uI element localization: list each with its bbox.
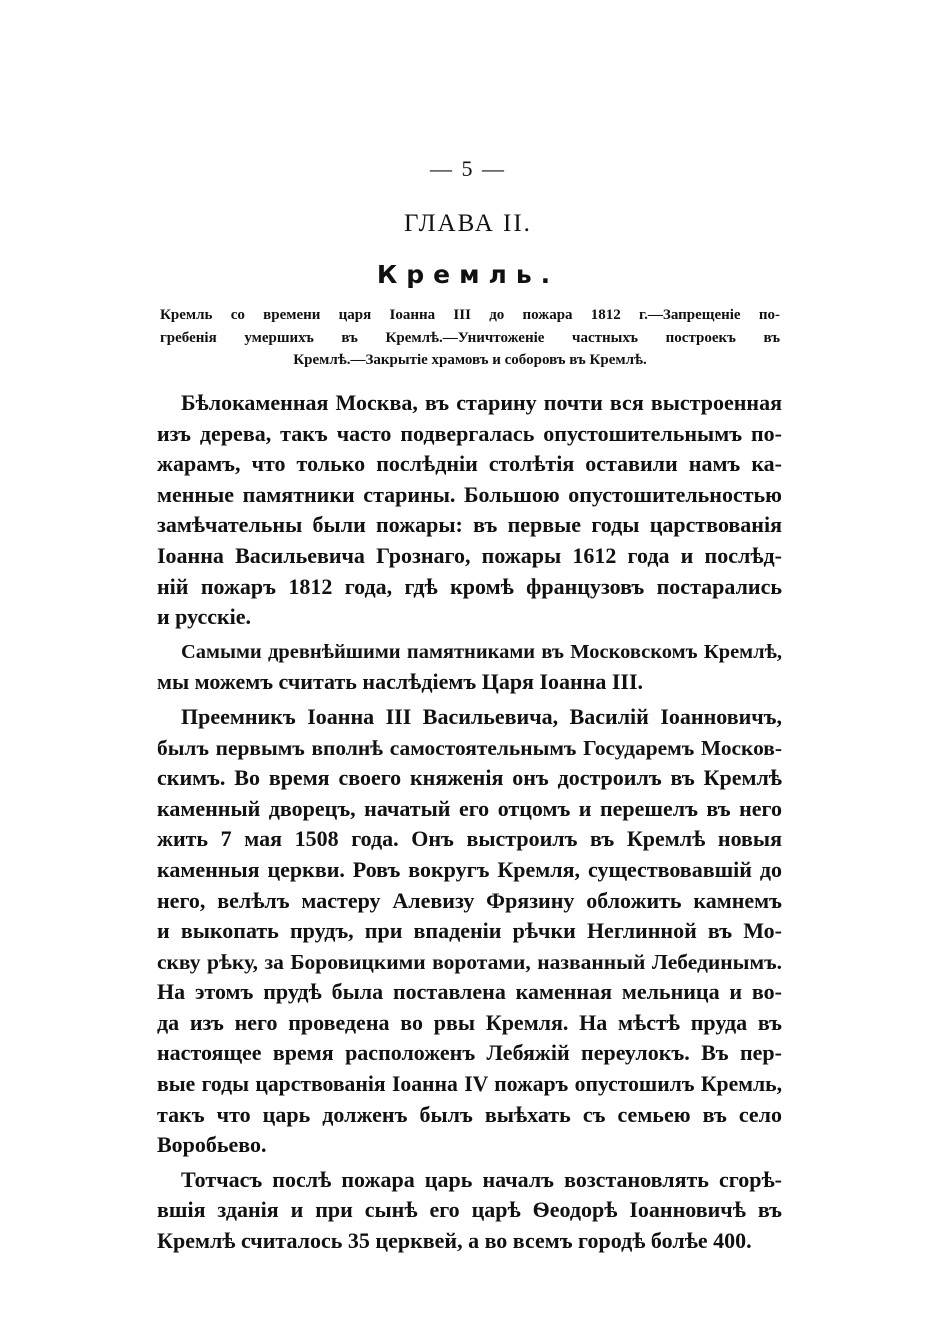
text-line: Тотчасъ послѣ пожара царь началъ возстановлять сгорѣ-	[181, 1166, 782, 1192]
text-line: скимъ. Во время своего княженія онъ достроилъ въ Кремлѣ	[157, 765, 782, 791]
text-line: менные памятники старины. Большою опустошительностью	[157, 481, 782, 507]
text-line: настоящее время расположенъ Лебяжій переулокъ. Въ пер-	[157, 1040, 782, 1066]
text-line: мы можемъ считать наслѣдіемъ Царя Іоанна III.	[157, 669, 644, 695]
text-line: былъ первымъ вполнѣ самостоятельнымъ Государемъ Москов-	[157, 735, 782, 760]
chapter-title: Кремль.	[376, 260, 560, 289]
paragraph	[157, 637, 782, 698]
text-line: такъ что царь долженъ былъ выѣхать съ семьею въ село	[157, 1101, 782, 1127]
text-line: жить 7 мая 1508 года. Онъ выстроилъ въ Кремлѣ новыя	[157, 826, 782, 852]
page-number: — 5 —	[430, 156, 506, 181]
paragraph	[157, 388, 782, 633]
text-line: замѣчательны были пожары: въ первые годы царствованія	[157, 512, 782, 538]
text-line: Преемникъ Іоанна III Васильевича, Василій Іоанновичъ,	[181, 703, 782, 729]
text-line: каменныя церкви. Ровъ вокругъ Кремля, существовавшій до	[157, 856, 782, 882]
text-line: Самыми древнѣйшими памятниками въ Московскомъ Кремлѣ,	[181, 640, 782, 663]
summary-line: Кремль со времени царя Іоанна III до пожара 1812 г.—Запрещеніе по-	[160, 307, 780, 323]
summary-line: гребенія умершихъ въ Кремлѣ.—Уничтоженіе частныхъ построекъ въ	[160, 329, 780, 346]
paragraph	[157, 1165, 782, 1257]
text-line: вые годы царствованія Іоанна IV пожаръ опустошилъ Кремль,	[157, 1072, 782, 1097]
chapter-heading: ГЛАВА II.	[404, 210, 532, 237]
text-line: каменный дворецъ, начатый его отцомъ и перешелъ въ него	[157, 795, 782, 821]
text-line: и русскіе.	[157, 604, 252, 630]
chapter-summary	[160, 304, 780, 372]
text-line: На этомъ прудѣ была поставлена каменная мельница и во-	[157, 979, 782, 1005]
text-line: Іоанна Васильевича Грознаго, пожары 1612 года и послѣд-	[157, 542, 782, 568]
text-line: скву рѣку, за Боровицкими воротами, названный Лебединымъ.	[157, 949, 782, 974]
text-line: и выкопать прудъ, при впаденіи рѣчки Неглинной въ Мо-	[157, 918, 782, 944]
text-line: жарамъ, что только послѣдніи столѣтія оставили намъ ка-	[157, 451, 782, 477]
text-line: ній пожаръ 1812 года, гдѣ кромѣ французовъ постарались	[157, 573, 782, 599]
text-line: вшія зданія и при сынѣ его царѣ Ѳеодорѣ Іоанновичѣ въ	[157, 1197, 782, 1223]
paragraph	[157, 702, 782, 1161]
text-line: Бѣлокаменная Москва, въ старину почти вся выстроенная	[181, 390, 782, 415]
text-line: да изъ него проведена во рвы Кремля. На мѣстѣ пруда въ	[157, 1009, 782, 1035]
summary-line: Кремлѣ.—Закрытіе храмовъ и соборовъ въ Кремлѣ.	[293, 352, 647, 368]
body-text	[157, 388, 782, 1257]
text-line: Кремлѣ считалось 35 церквей, а во всемъ городѣ болѣе 400.	[157, 1228, 752, 1254]
text-line: него, велѣлъ мастеру Алевизу Фрязину обложить камнемъ	[157, 887, 782, 913]
text-line: изъ дерева, такъ часто подвергалась опустошительнымъ по-	[157, 420, 782, 446]
text-line: Воробьево.	[157, 1132, 267, 1158]
